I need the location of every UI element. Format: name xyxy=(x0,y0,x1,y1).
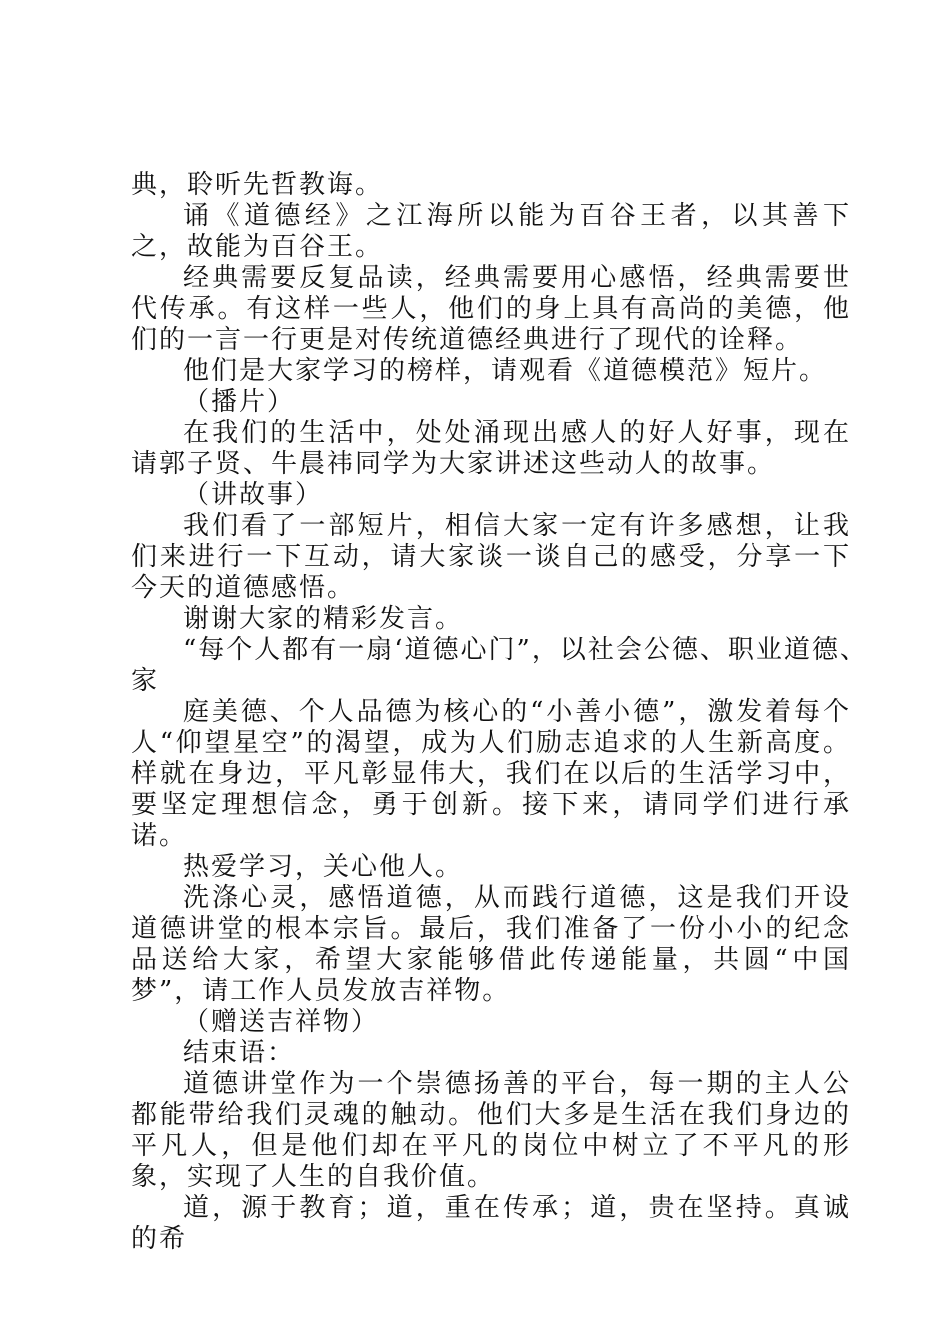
paragraph-4: 他们是大家学习的榜样，请观看《道德模范》短片。 xyxy=(183,356,828,386)
paragraph-2: 诵《道德经》之江海所以能为百谷王者，以其善下之，故能为百谷王。 xyxy=(131,201,851,262)
paragraph-12: 庭美德、个人品德为核心的“小善小德”，激发着每个人“仰望星空”的渴望，成为人们励志追求的人生新高度。样就在身边，平凡彰显伟大，我们在以后的生活学习中，要坚定理想信念，勇于创新。接下来，请同学们进行承诺。 xyxy=(131,697,851,851)
paragraph-17: 道德讲堂作为一个崇德扬善的平台，每一期的主人公都能带给我们灵魂的触动。他们大多是生活在我们身边的平凡人，但是他们却在平凡的岗位中树立了不平凡的形象，实现了人生的自我价值。 xyxy=(131,1069,851,1192)
paragraph-14: 洗涤心灵，感悟道德，从而践行道德，这是我们开设道德讲堂的根本宗旨。最后，我们准备了一份小小的纪念品送给大家，希望大家能够借此传递能量，共圆“中国梦”，请工作人员发放吉祥物。 xyxy=(131,883,851,1006)
paragraph-1: 典，聆听先哲教诲。 xyxy=(131,170,384,200)
paragraph-6: 在我们的生活中，处处涌现出感人的好人好事，现在请郭子贤、牛晨祎同学为大家讲述这些动人的故事。 xyxy=(131,418,851,479)
paragraph-7: （讲故事） xyxy=(183,480,324,510)
paragraph-8: 我们看了一部短片，相信大家一定有许多感想，让我们来进行一下互动，请大家谈一谈自己的感受，分享一下今天的道德感悟。 xyxy=(131,511,851,603)
paragraph-5: （播片） xyxy=(183,387,296,417)
paragraph-9: 谢谢大家的精彩发言。 xyxy=(183,604,464,634)
paragraph-11: 家 xyxy=(131,666,160,696)
paragraph-13: 热爱学习，关心他人。 xyxy=(183,852,464,882)
document-body xyxy=(131,170,868,1255)
paragraph-16: 结束语： xyxy=(183,1038,296,1068)
paragraph-10: “每个人都有一扇‘道德心门”，以社会公德、职业道德、 xyxy=(183,635,868,665)
paragraph-3: 经典需要反复品读，经典需要用心感悟，经典需要世代传承。有这样一些人，他们的身上具有高尚的美德，他们的一言一行更是对传统道德经典进行了现代的诠释。 xyxy=(131,263,851,355)
paragraph-15: （赠送吉祥物） xyxy=(183,1007,380,1037)
paragraph-18: 道，源于教育；道，重在传承；道，贵在坚持。真诚的希 xyxy=(131,1193,851,1254)
